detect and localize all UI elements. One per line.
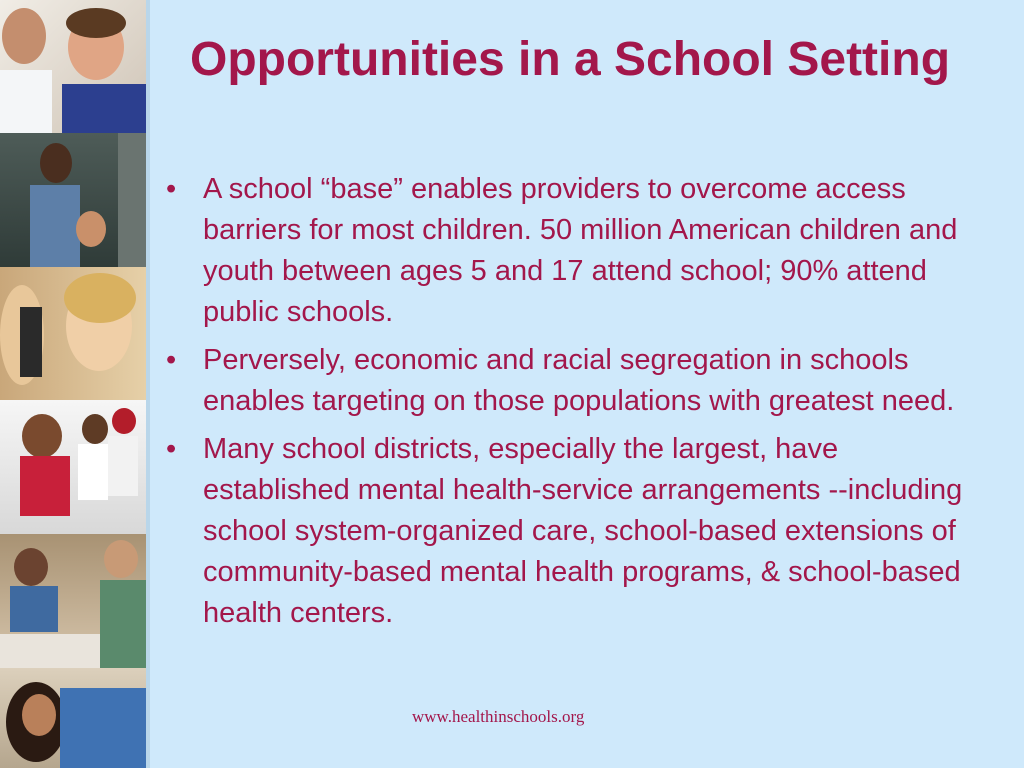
bullet-text: Perversely, economic and racial segregation in schools enables targeting on those populations with greatest need. xyxy=(203,344,955,417)
slide-title: Opportunities in a School Setting xyxy=(190,33,951,86)
footer-url: www.healthinschools.org xyxy=(412,707,585,726)
bullet-icon: • xyxy=(166,173,177,205)
photo-girl-with-microscope xyxy=(0,267,146,400)
photo-doctor-and-boy xyxy=(0,0,146,133)
bullet-item-school-base xyxy=(160,169,980,333)
photo-classroom-nurse xyxy=(0,534,146,668)
bullet-item-segregation xyxy=(160,340,980,422)
photo-boy-at-chalkboard xyxy=(0,133,146,267)
photo-children-playing xyxy=(0,400,146,534)
photo-girl-in-blue xyxy=(0,668,146,768)
bullet-text: A school “base” enables providers to overcome access barriers for most children. 50 million American children and youth between ages 5 and 17 attend school; 90% attend public schools. xyxy=(203,173,958,328)
photo-strip xyxy=(0,0,146,768)
bullet-icon: • xyxy=(166,344,177,376)
bullet-text: Many school districts, especially the largest, have established mental health-service arrangements --including school system-organized care, school-based extensions of community-based mental health programs, & school-based health centers. xyxy=(203,433,963,629)
bullet-icon: • xyxy=(166,433,177,465)
bullet-item-school-districts xyxy=(160,429,980,634)
photo-strip-border xyxy=(146,0,150,768)
bullet-list xyxy=(160,169,980,641)
